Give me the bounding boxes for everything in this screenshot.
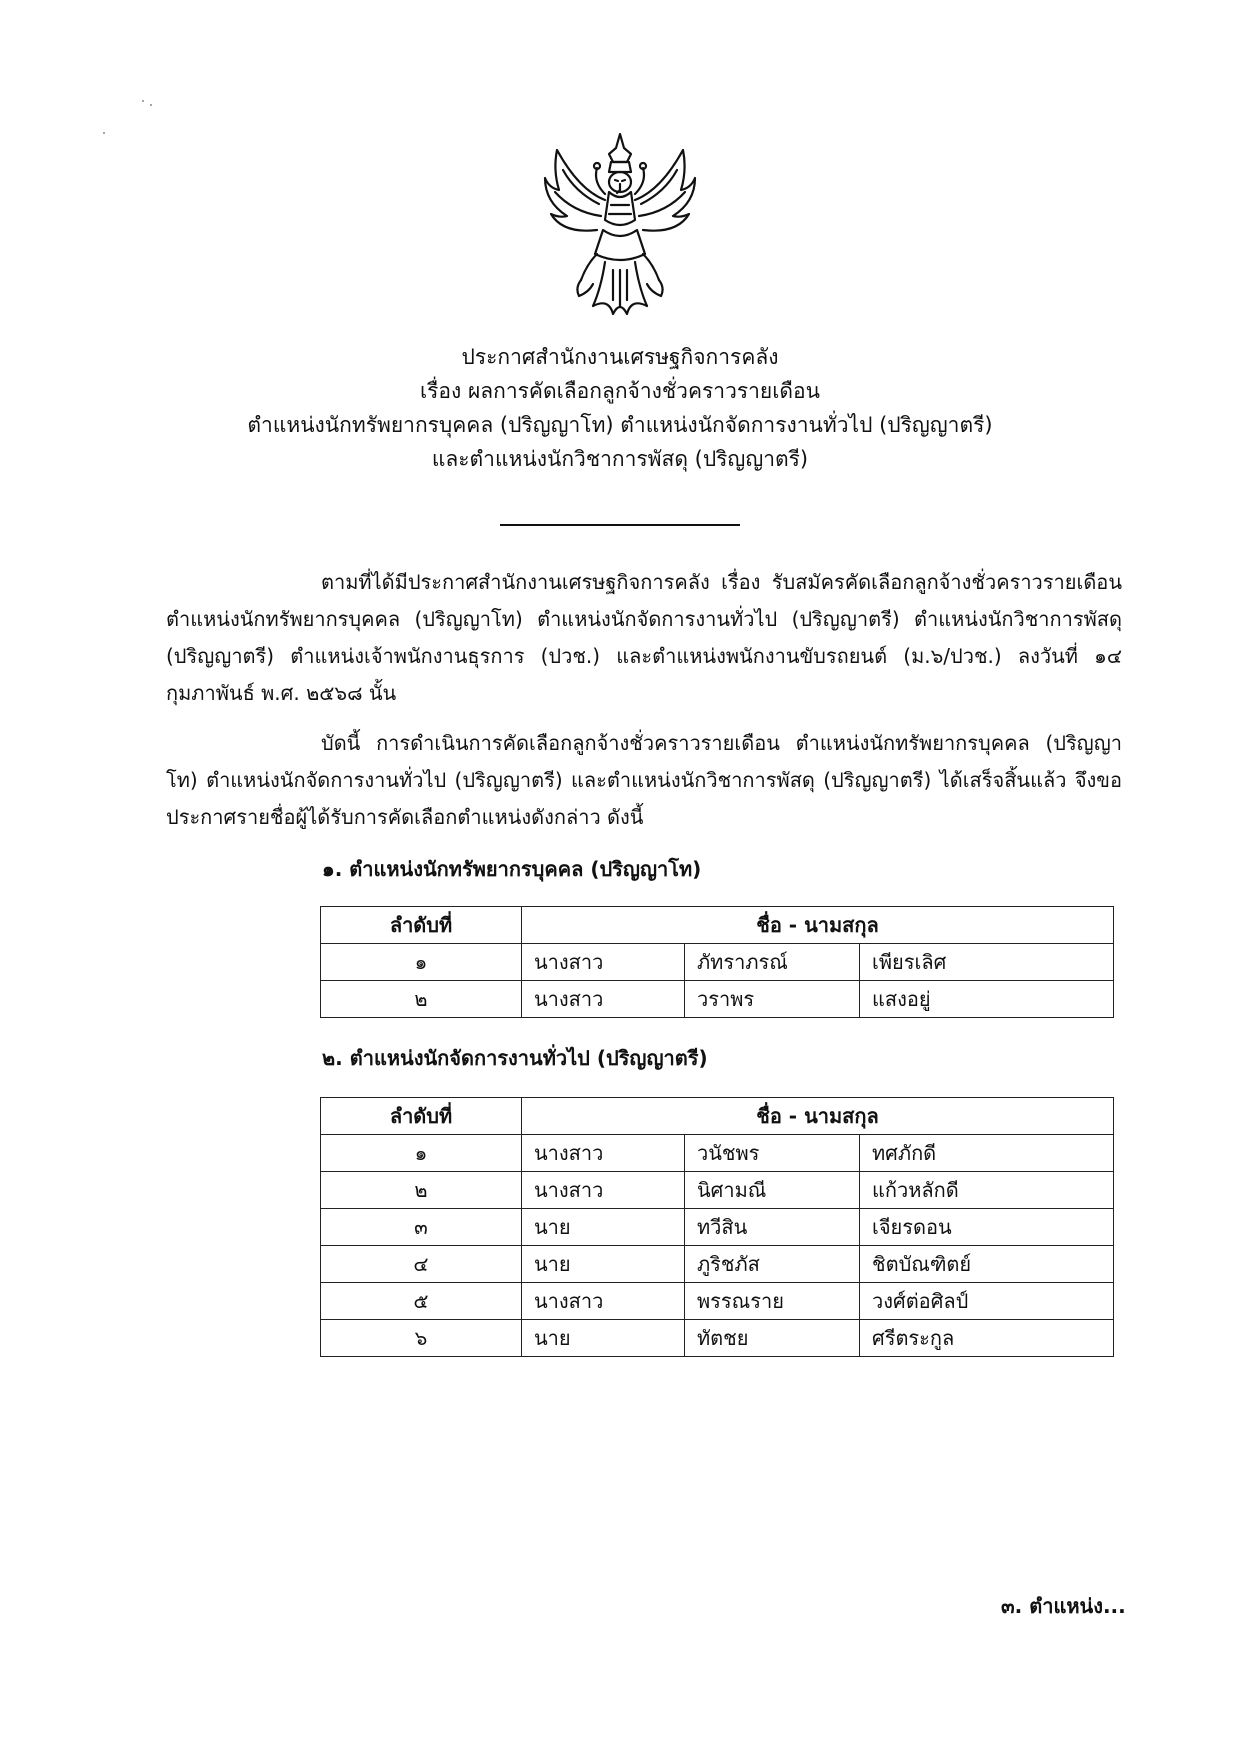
announcement-positions: ตำแหน่งนักทรัพยากรบุคคล (ปริญญาโท) ตำแหน่งนักจัดการงานทั่วไป (ปริญญาตรี) xyxy=(247,413,993,437)
paragraph-result: บัดนี้ การดำเนินการคัดเลือกลูกจ้างชั่วคราวรายเดือน ตำแหน่งนักทรัพยากรบุคคล (ปริญญาโท) ตำแหน่งนักจัดการงานทั่วไป (ปริญญาตรี) และตำแหน่งนักวิชาการพัสดุ (ปริญญาตรี) ได้เสร็จสิ้นแล้ว จึงขอประกาศรายชื่อผู้ได้รับการคัดเลือกตำแหน่งดังกล่าว ดังนี้ xyxy=(166,731,1122,829)
cell-first-name: ทัตชย xyxy=(685,1320,860,1357)
cell-first-name: วราพร xyxy=(685,981,860,1018)
cell-order: ๕ xyxy=(321,1283,522,1320)
table-row xyxy=(321,1246,1114,1283)
cell-last-name: เพียรเลิศ xyxy=(860,944,1114,981)
cell-first-name: ทวีสิน xyxy=(685,1209,860,1246)
table-row xyxy=(321,1172,1114,1209)
section-title-general-admin: ๒. ตำแหน่งนักจัดการงานทั่วไป (ปริญญาตรี) xyxy=(322,1046,708,1070)
column-header-name: ชื่อ - นามสกุล xyxy=(522,1098,1114,1135)
table-row xyxy=(321,944,1114,981)
cell-last-name: วงศ์ต่อศิลป์ xyxy=(860,1283,1114,1320)
table-row xyxy=(321,1135,1114,1172)
cell-last-name: ชิตบัณฑิตย์ xyxy=(860,1246,1114,1283)
cell-order: ๑ xyxy=(321,944,522,981)
cell-first-name: พรรณราย xyxy=(685,1283,860,1320)
cell-first-name: นิศามณี xyxy=(685,1172,860,1209)
results-table-hr xyxy=(320,906,1114,1018)
garuda-emblem xyxy=(539,130,701,322)
paragraph-reference: ตามที่ได้มีประกาศสำนักงานเศรษฐกิจการคลัง เรื่อง รับสมัครคัดเลือกลูกจ้างชั่วคราวรายเดือน ตำแหน่งนักทรัพยากรบุคคล (ปริญญาโท) ตำแหน่งนักจัดการงานทั่วไป (ปริญญาตรี) ตำแหน่งนักวิชาการพัสดุ (ปริญญาตรี) ตำแหน่งเจ้าพนักงานธุรการ (ปวช.) และตำแหน่งพนักงานขับรถยนต์ (ม.๖/ปวช.) ลงวันที่ ๑๔ กุมภาพันธ์ พ.ศ. ๒๕๖๘ นั้น xyxy=(166,570,1122,705)
cell-first-name: วนัชพร xyxy=(685,1135,860,1172)
cell-order: ๖ xyxy=(321,1320,522,1357)
cell-title: นางสาว xyxy=(522,1283,685,1320)
announcement-issuer: ประกาศสำนักงานเศรษฐกิจการคลัง xyxy=(461,345,779,369)
column-header-order: ลำดับที่ xyxy=(321,1098,522,1135)
cell-title: นางสาว xyxy=(522,944,685,981)
table-row xyxy=(321,981,1114,1018)
scan-speck xyxy=(142,100,144,102)
cell-last-name: ศรีตระกูล xyxy=(860,1320,1114,1357)
scan-speck xyxy=(103,132,105,134)
cell-title: นาย xyxy=(522,1320,685,1357)
table-header-row xyxy=(321,1098,1114,1135)
cell-title: นาย xyxy=(522,1209,685,1246)
table-row xyxy=(321,1320,1114,1357)
cell-first-name: ภัทราภรณ์ xyxy=(685,944,860,981)
cell-first-name: ภูริชภัส xyxy=(685,1246,860,1283)
cell-title: นางสาว xyxy=(522,1172,685,1209)
announcement-subject: เรื่อง ผลการคัดเลือกลูกจ้างชั่วคราวรายเดือน xyxy=(419,379,821,403)
announcement-positions-cont: และตำแหน่งนักวิชาการพัสดุ (ปริญญาตรี) xyxy=(431,447,809,471)
scan-speck xyxy=(150,104,152,106)
table-header-row xyxy=(321,907,1114,944)
page-continuation: ๓. ตำแหน่ง... xyxy=(1001,1594,1126,1618)
cell-last-name: ทศภักดี xyxy=(860,1135,1114,1172)
cell-title: นางสาว xyxy=(522,1135,685,1172)
table-row xyxy=(321,1209,1114,1246)
column-header-order: ลำดับที่ xyxy=(321,907,522,944)
cell-last-name: แสงอยู่ xyxy=(860,981,1114,1018)
cell-order: ๓ xyxy=(321,1209,522,1246)
column-header-name: ชื่อ - นามสกุล xyxy=(522,907,1114,944)
cell-order: ๒ xyxy=(321,1172,522,1209)
heading-divider xyxy=(500,524,740,526)
cell-title: นางสาว xyxy=(522,981,685,1018)
cell-last-name: เจียรดอน xyxy=(860,1209,1114,1246)
cell-last-name: แก้วหลักดี xyxy=(860,1172,1114,1209)
results-table-general-admin xyxy=(320,1097,1114,1357)
cell-order: ๒ xyxy=(321,981,522,1018)
table-row xyxy=(321,1283,1114,1320)
cell-order: ๑ xyxy=(321,1135,522,1172)
cell-order: ๔ xyxy=(321,1246,522,1283)
cell-title: นาย xyxy=(522,1246,685,1283)
section-title-hr: ๑. ตำแหน่งนักทรัพยากรบุคคล (ปริญญาโท) xyxy=(322,857,702,881)
